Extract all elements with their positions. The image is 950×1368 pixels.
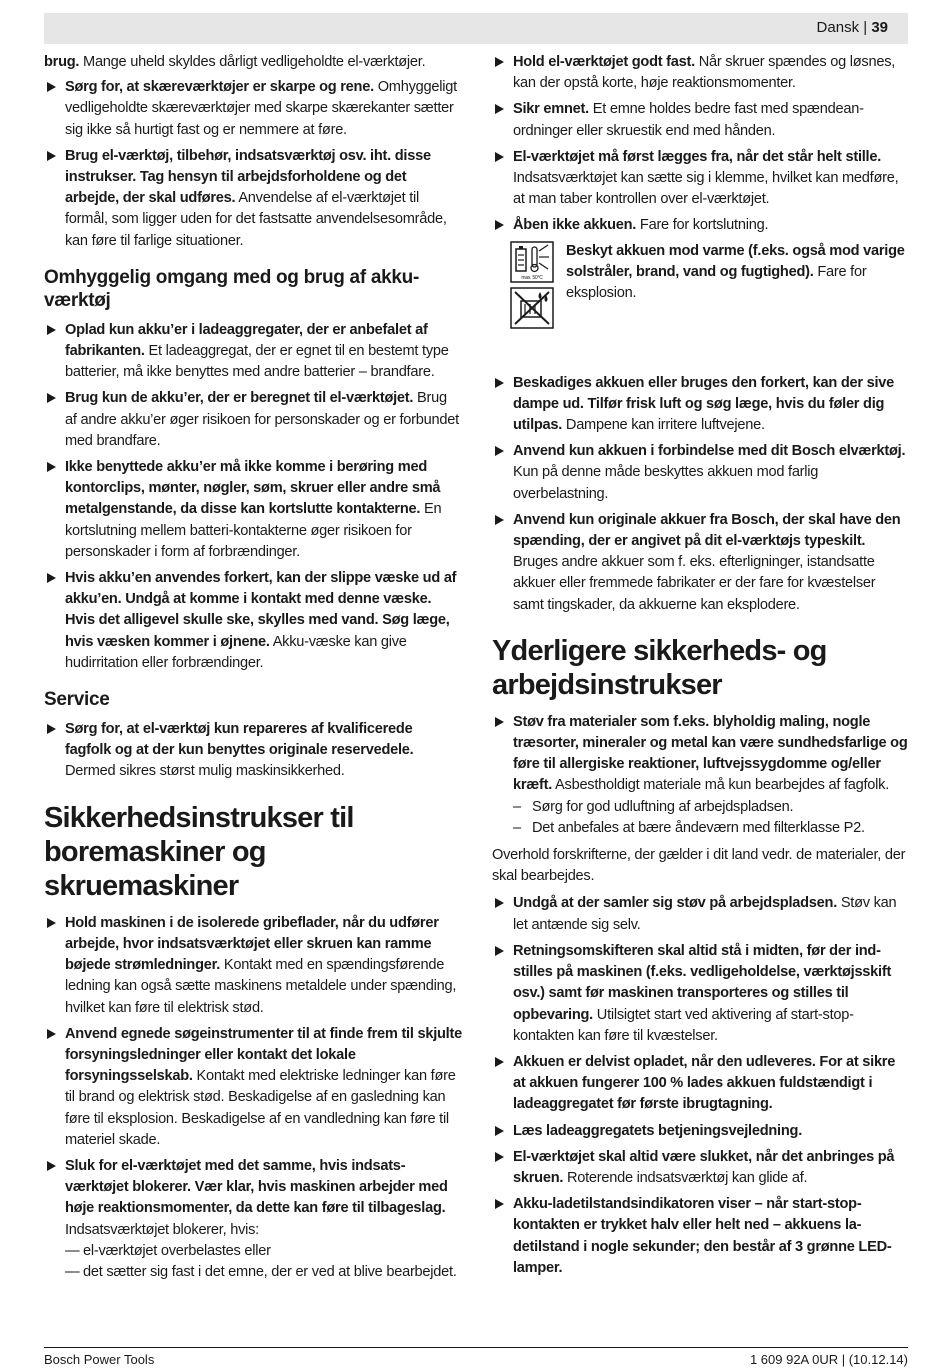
dash-item: – Sørg for god udluftning af arbejdspladsen.	[513, 798, 794, 815]
bullet-arrow-icon	[47, 393, 56, 403]
bullet-arrow-icon	[495, 1057, 504, 1067]
list-item: Sørg for, at skæreværktøjer er skarpe og rene. Omhyggeligt vedligeholdte skæreværktøjer med skarpe skærekanter sætter sig ikke så hurtigt fast og er nemmere at føre.	[44, 77, 462, 141]
list-item: Retningsomskifteren skal altid stå i midten, før der indstilles på maskinen (f.eks. vedligeholdelse, værktøjsskift osv.) samt før maskinen transporteres og stilles til opbevaring. Utilsigtet start ved aktivering af start-stopkontakten kan føre til kvæstelser.	[492, 941, 908, 1047]
footer-doc-number: 1 609 92A 0UR | (10.12.14)	[749, 1352, 908, 1367]
heat-warning-block	[492, 241, 908, 365]
bullet-arrow-icon	[47, 1029, 56, 1039]
bullet-arrow-icon	[495, 717, 504, 727]
list-item: Brug kun de akku’er, der er beregnet til el-værktøjet. Brug af andre akku’er øger risikoen for personskader og er forbundet med brandfare.	[44, 388, 462, 452]
bullet-arrow-icon	[47, 573, 56, 583]
list-item: El-værktøjet må først lægges fra, når det står helt stille. Indsatsværktøjet kan sætte sig i klemme, hvilket kan medføre, at man taber kontrollen over el-værktøjet.	[492, 147, 908, 211]
dash-item: – Det anbefales at bære åndeværn med filterklasse P2.	[513, 819, 865, 836]
list-item: Brug el-værktøj, tilbehør, indsatsværktøj osv. iht. disse instrukser. Tag hensyn til arbejdsforholdene og det arbejde, der skal udføres. Anvendelse af el-værktøjet til formål, som ligger uden for det fastsatte anvendelsesområde, kan føre til farlige situationer.	[44, 146, 462, 252]
list-item: Sluk for el-værktøjet med det samme, hvis indsatsværktøjet blokerer. Vær klar, hvis maskinen arbejder med høje reaktionsmomenter, da dette kan føre til tilbageslag. Indsatsværktøjet blokerer, hvis:	[44, 1156, 462, 1241]
bullet-arrow-icon	[495, 515, 504, 525]
bullet-arrow-icon	[47, 151, 56, 161]
dash-item: — el-værktøjet overbelastes eller	[65, 1242, 271, 1259]
page-header	[44, 13, 908, 44]
list-item: Anvend egnede søgeinstrumenter til at finde frem til skjulte forsyningsledninger eller kontakt det lokale forsyningsselskab. Kontakt med elektriske ledninger kan føre til brand og elektrisk stød. Beskadigelse af en gasledning kan føre til eksplosion. Beskadigelse af en vandledning kan føre til materiel skade.	[44, 1024, 462, 1151]
bullet-arrow-icon	[495, 1199, 504, 1209]
bullet-arrow-icon	[47, 82, 56, 92]
bullet-arrow-icon	[495, 378, 504, 388]
footer-brand: Bosch Power Tools	[44, 1352, 155, 1367]
bullet-arrow-icon	[495, 104, 504, 114]
bullet-arrow-icon	[47, 462, 56, 472]
list-item: Åben ikke akkuen. Fare for kortslutning.	[492, 215, 908, 236]
list-item: Oplad kun akku’er i ladeaggregater, der er anbefalet af fabrikanten. Et ladeaggregat, der er egnet til en bestemt type batterier, må ikke benyttes med andre batterier – brandfare.	[44, 320, 462, 384]
list-item: Sørg for, at el-værktøj kun repareres af kvalificerede fagfolk og at der kun benyttes originale reservedele. Dermed sikres størst mulig maskinsikkerhed.	[44, 719, 462, 783]
chapter-heading: Sikkerhedsinstrukser til boremaskiner og skruemaskiner	[44, 801, 354, 902]
list-item: Hold el-værktøjet godt fast. Når skruer spændes og løsnes, kan der opstå korte, høje reaktionsmomenter.	[492, 52, 908, 94]
bullet-arrow-icon	[47, 724, 56, 734]
dash-item: — det sætter sig fast i det emne, der er ved at blive bearbejdet.	[65, 1263, 457, 1280]
bullet-arrow-icon	[495, 946, 504, 956]
section-heading: Omhyggelig omgang med og brug af akku-værktøj	[44, 266, 419, 311]
list-item: Hold maskinen i de isolerede gribeflader, når du udfører arbejde, hvor indsatsværktøjet eller skruen kan ramme bøjede strømledninger. Kontakt med en spændingsførende ledning kan også sætte maskinens metaldele under spænding, hvilket kan føre til elektrisk stød.	[44, 913, 462, 1019]
list-item: Anvend kun akkuen i forbindelse med dit Bosch elværktøj. Kun på denne måde beskyttes akkuen mod farlig overbelastning.	[492, 441, 908, 505]
bullet-arrow-icon	[495, 1126, 504, 1136]
right-column	[492, 52, 908, 1284]
bullet-arrow-icon	[495, 1152, 504, 1162]
list-item: Ikke benyttede akku’er må ikke komme i berøring med kontorclips, mønter, nøgler, søm, skruer eller andre små metalgenstande, da disse kan kortslutte kontakterne. En kortslutning mellem batteri-kontakterne øger risikoen for personskader i form af forbrændinger.	[44, 457, 462, 563]
list-item: Støv fra materialer som f.eks. blyholdig maling, nogle træsorter, mineraler og metal kan være sundhedsfarlige og føre til allergiske reaktioner, luftvejssygdomme og/eller kræft. Asbestholdigt materiale må kun bearbejdes af fagfolk.	[492, 712, 908, 797]
list-item: Undgå at der samler sig støv på arbejdspladsen. Støv kan let antænde sig selv.	[492, 893, 908, 935]
no-water-battery-icon	[510, 287, 554, 329]
footer-divider	[44, 1347, 908, 1348]
left-column	[44, 52, 462, 1283]
list-item: Akku-ladetilstandsindikatoren viser – når start-stopkontakten er trykket halv eller helt ned – akkuens ladetilstand i nogle sekunder; den består af 3 grønne LED-lamper.	[492, 1194, 908, 1279]
list-item: Læs ladeaggregatets betjeningsvejledning.	[492, 1121, 908, 1142]
list-item: Sikr emnet. Et emne holdes bedre fast med spændeanordninger eller skruestik end med hånden.	[492, 99, 908, 141]
list-item: Akkuen er delvist opladet, når den udleveres. For at sikre at akkuen fungerer 100 % lades akkuen fuldstændigt i ladeaggregatet før første ibrugtagning.	[492, 1052, 908, 1116]
list-item: El-værktøjet skal altid være slukket, når det anbringes på skruen. Roterende indsatsværktøj kan glide af.	[492, 1147, 908, 1189]
bullet-arrow-icon	[47, 325, 56, 335]
battery-heat-icon	[510, 241, 554, 283]
bullet-arrow-icon	[495, 446, 504, 456]
list-item: Anvend kun originale akkuer fra Bosch, der skal have den spænding, der er angivet på dit el-værktøjs typeskilt. Bruges andre akkuer som f. eks. efterligninger, istandsatte akkuer eller fremmede fabrikater er der fare for kvæstelser samt tingskader, da akkuerne kan eksplodere.	[492, 510, 908, 616]
list-item: Beskadiges akkuen eller bruges den forkert, kan der sive dampe ud. Tilfør frisk luft og søg læge, hvis du føler dig utilpas. Dampene kan irritere luftvejene.	[492, 373, 908, 437]
icon-temperature-label: max. 50°C	[521, 274, 543, 281]
list-item: Hvis akku’en anvendes forkert, kan der slippe væske ud af akku’en. Undgå at komme i kontakt med denne væske. Hvis det alligevel skulle ske, skylles med vand. Søg læge, hvis væsken kommer i øjnene. Akku-væske kan give hudirritation eller forbrændinger.	[44, 568, 462, 674]
bullet-arrow-icon	[47, 1161, 56, 1171]
bullet-arrow-icon	[495, 57, 504, 67]
plain-paragraph: Overhold forskrifterne, der gælder i dit land vedr. de materialer, der skal bearbejdes.	[492, 847, 906, 885]
intro-paragraph: brug. Mange uheld skyldes dårligt vedligeholdte el-værktøjer.	[44, 54, 426, 70]
bullet-arrow-icon	[495, 152, 504, 162]
header-text: Dansk | 39	[816, 19, 888, 36]
section-heading: Service	[44, 689, 110, 711]
bullet-arrow-icon	[47, 918, 56, 928]
chapter-heading: Yderligere sikkerheds- og arbejdsinstrukser	[492, 634, 827, 701]
bullet-arrow-icon	[495, 220, 504, 230]
heat-warning-text: Beskyt akkuen mod varme (f.eks. også mod varige solstråler, brand, vand og fugtighed). Fare for eksplosion.	[566, 242, 905, 302]
bullet-arrow-icon	[495, 898, 504, 908]
